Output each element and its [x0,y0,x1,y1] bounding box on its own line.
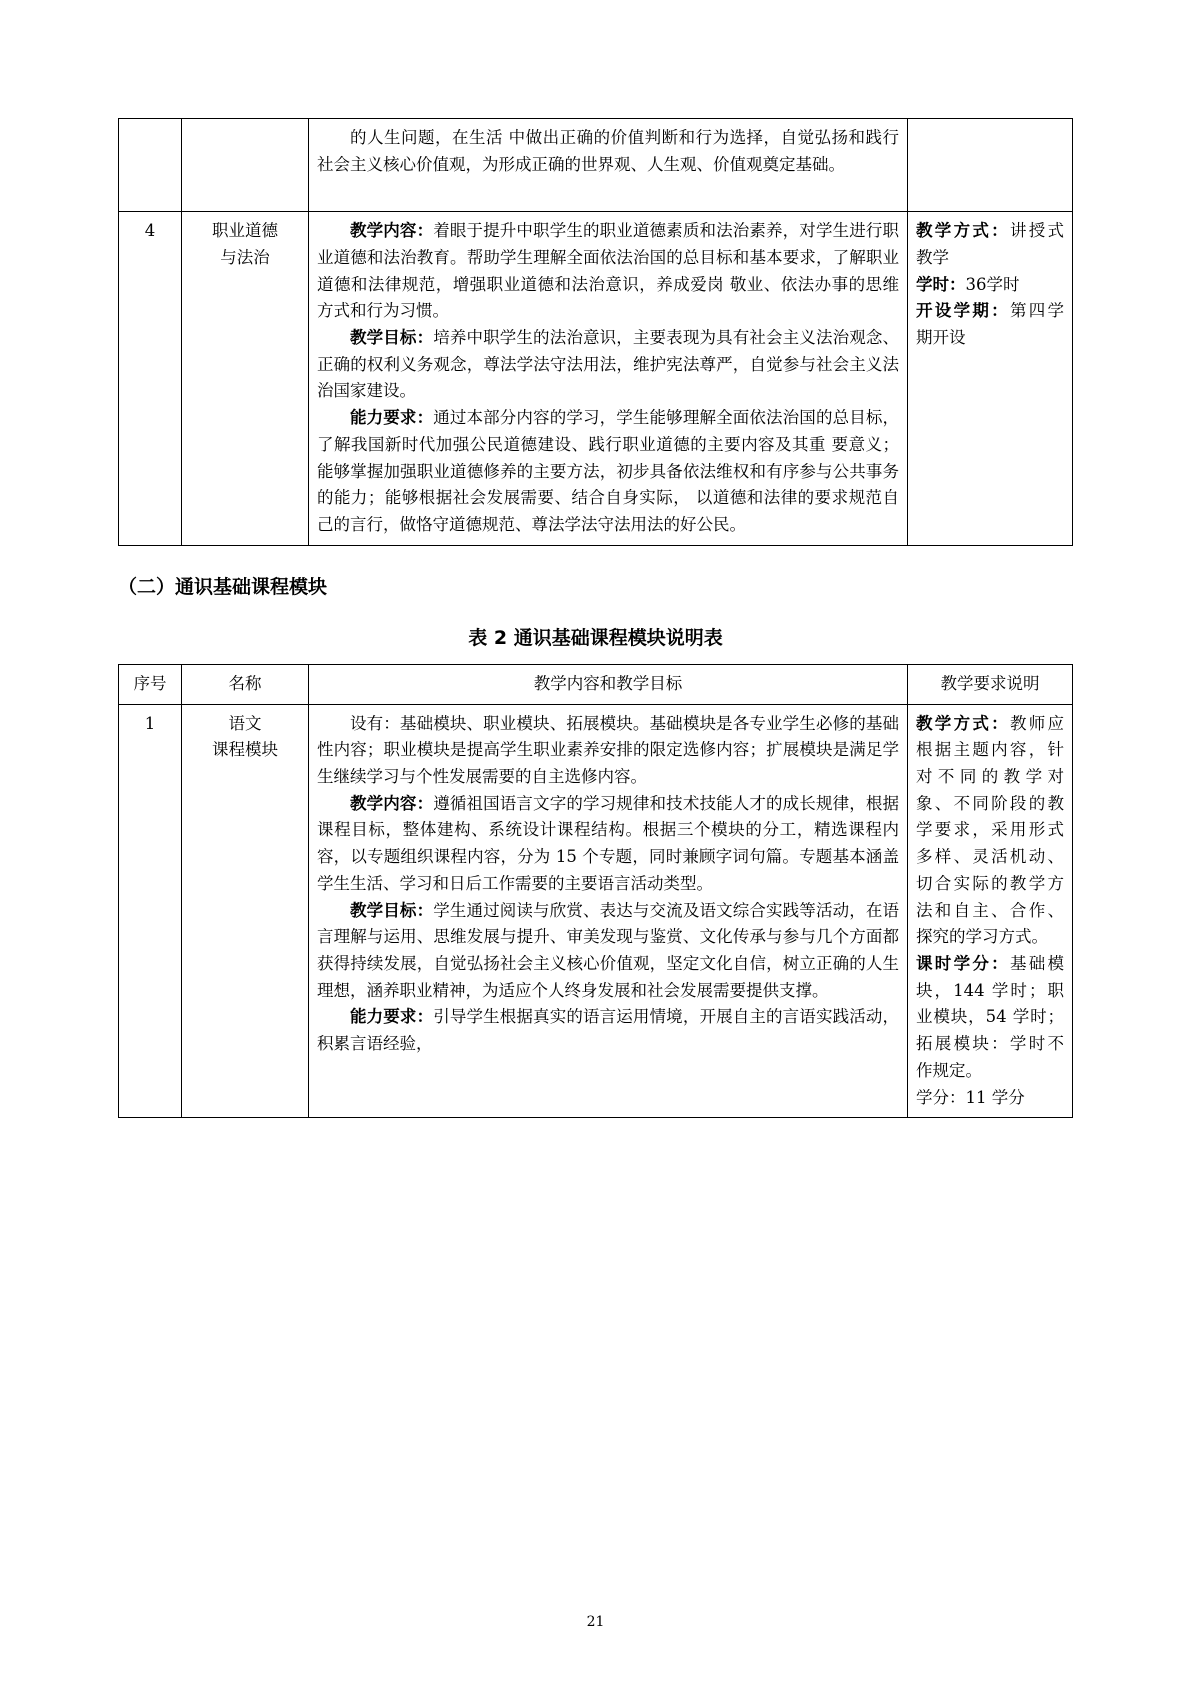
row-name-line-2: 与法治 [220,247,270,267]
teaching-method-label: 教学方式： [916,221,1010,241]
row-name-line-1: 语文 [228,713,262,733]
module-intro-paragraph: 设有：基础模块、职业模块、拓展模块。基础模块是各专业学生必修的基础性内容；职业模块是提高学生职业素养安排的限定选修内容；扩展模块是满足学生继续学习与个性发展需要的自主选修内容。 [317,713,899,786]
term-text: 第四学期开设 [916,301,1065,348]
credit-hours-paragraph [916,951,1064,1085]
row-requirement-cell [908,119,1073,212]
teaching-goal-label: 教学目标： [350,900,434,920]
teaching-content-paragraph [317,218,899,325]
column-header-content: 教学内容和教学目标 [309,664,908,704]
teaching-content-label: 教学内容： [350,793,434,813]
teaching-content-label: 教学内容： [350,221,434,241]
ability-requirement-paragraph [317,405,899,539]
teaching-goal-label: 教学目标： [350,328,434,348]
teaching-method-paragraph [916,711,1064,951]
continued-paragraph: 的人生问题，在生活 中做出正确的价值判断和行为选择，自觉弘扬和践行社会主义核心价值观，为形成正确的世界观、人生观、价值观奠定基础。 [317,128,899,174]
term-paragraph [916,298,1064,351]
row-name-cell [182,704,309,1118]
ability-requirement-paragraph [317,1004,899,1057]
row-requirement-cell [908,704,1073,1118]
row-index-cell: 4 [119,212,182,546]
teaching-content-text: 遵循祖国语言文字的学习规律和技术技能人才的成长规律，根据课程目标，整体建构、系统设计课程结构。根据三个模块的分工，精选课程内容，以专题组织课程内容，分为 15 个专题，同时兼顾字词句篇。专题基本涵盖学生生活、学习和日后工作需要的主要语言活动类型。 [317,793,899,893]
teaching-content-text: 着眼于提升中职学生的职业道德素质和法治素养，对学生进行职业道德和法治教育。帮助学生理解全面依法治国的总目标和基本要求，了解职业道德和法律规范，增强职业道德和法治意识，养成爱岗 敬业、依法办事的思维方式和行为习惯。 [317,221,899,321]
teaching-method-text: 讲授式教学 [916,221,1065,267]
credits-paragraph: 学分：11 学分 [916,1087,1025,1107]
ability-requirement-label: 能力要求： [350,408,434,428]
teaching-content-paragraph [317,791,899,898]
row-content-cell [309,119,908,212]
row-name-line-1: 职业道德 [212,221,278,241]
teaching-method-paragraph [916,218,1064,271]
class-hours-paragraph [916,272,1064,299]
row-index-cell [119,119,182,212]
continued-paragraph-spacer [317,178,899,205]
table-header-row [119,664,1073,704]
table-1-continued [118,118,1073,546]
table-2 [118,664,1073,1119]
row-name-line-2: 课程模块 [212,740,278,760]
row-requirement-cell [908,212,1073,546]
ability-requirement-label: 能力要求： [350,1007,434,1027]
class-hours-label: 学时： [916,274,966,294]
teaching-goal-paragraph [317,325,899,405]
teaching-goal-text: 培养中职学生的法治意识，主要表现为具有社会主义法治观念、正确的权利义务观念，尊法学法守法用法，维护宪法尊严，自觉参与社会主义法治国家建设。 [317,328,899,401]
teaching-goal-paragraph [317,898,899,1005]
teaching-method-text: 教师应根据主题内容，针对不同的教学对象、不同阶段的教学要求，采用形式多样、灵活机动、切合实际的教学方法和自主、合作、探究的学习方式。 [916,713,1065,947]
table-row [119,119,1073,212]
column-header-name: 名称 [182,664,309,704]
row-content-cell [309,704,908,1118]
ability-requirement-text: 通过本部分内容的学习，学生能够理解全面依法治国的总目标，了解我国新时代加强公民道德建设、践行职业道德的主要内容及其重 要意义；能够掌握加强职业道德修养的主要方法，初步具备依法维权和有序参与公共事务的能力；能够根据社会发展需要、结合自身实际， 以道德和法律的要求规范自己的言行，做恪守道德规范、尊法学法守法用法的好公民。 [317,408,899,535]
ability-requirement-text: 引导学生根据真实的语言运用情境，开展自主的言语实践活动，积累言语经验， [317,1007,899,1054]
table-2-caption: 表 2 通识基础课程模块说明表 [468,626,723,649]
row-name-cell [182,119,309,212]
table-row [119,212,1073,546]
page-number: 21 [586,1614,605,1630]
term-label: 开设学期： [916,301,1010,321]
row-index-cell: 1 [119,704,182,1118]
table-row [119,704,1073,1118]
section-heading: （二）通识基础课程模块 [118,575,328,598]
credit-hours-label: 课时学分： [916,953,1010,973]
column-header-requirement: 教学要求说明 [908,664,1073,704]
row-content-cell [309,212,908,546]
class-hours-text: 36学时 [965,274,1020,294]
row-name-cell [182,212,309,546]
teaching-method-label: 教学方式： [916,713,1010,733]
teaching-goal-text: 学生通过阅读与欣赏、表达与交流及语文综合实践等活动，在语言理解与运用、思维发展与提升、审美发现与鉴赏、文化传承与参与几个方面都获得持续发展，自觉弘扬社会主义核心价值观，坚定文化自信，树立正确的人生理想，涵养职业精神，为适应个人终身发展和社会发展需要提供支撑。 [317,900,899,1000]
credit-hours-text: 基础模块，144 学时；职业模块，54 学时；拓展模块：学时不作规定。 [916,953,1065,1080]
column-header-index: 序号 [119,664,182,704]
